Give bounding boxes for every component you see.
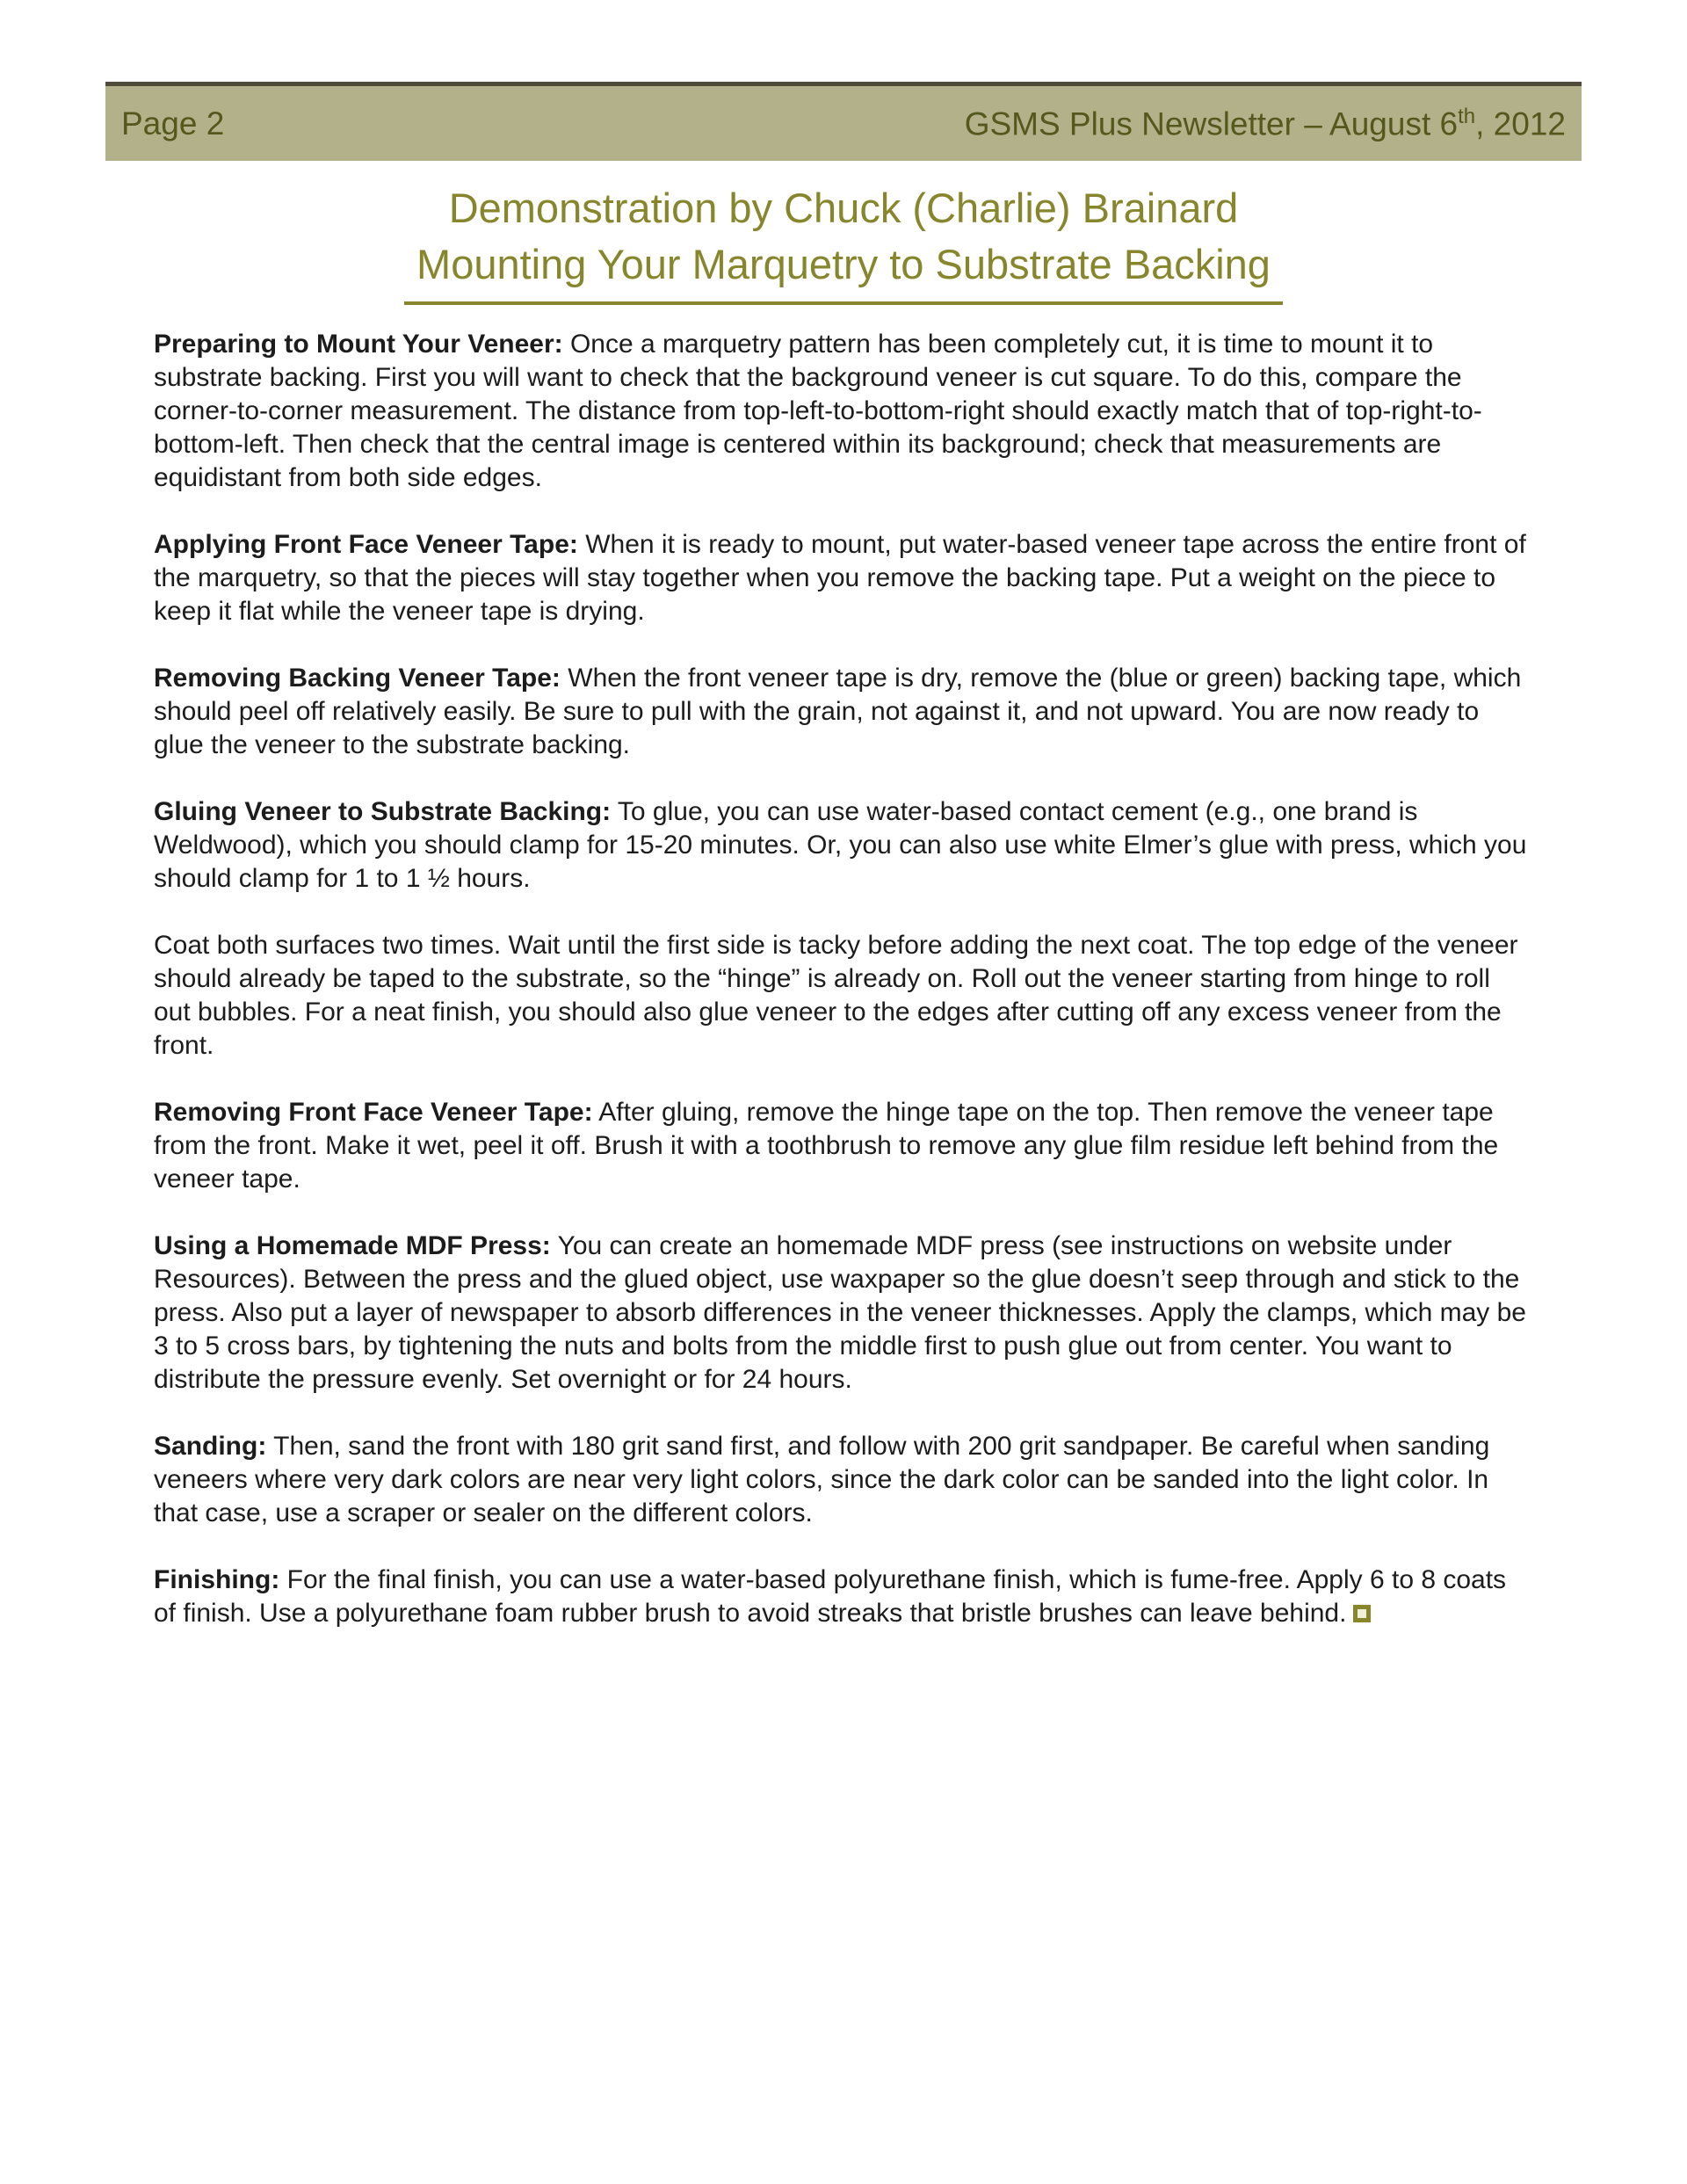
newsletter-title-prefix: GSMS Plus Newsletter – August 6 [964,105,1459,142]
paragraph-lead: Preparing to Mount Your Veneer: [154,330,563,359]
article-title-line2: Mounting Your Marquetry to Substrate Backing [404,236,1283,305]
paragraph-lead: Gluing Veneer to Substrate Backing: [154,797,612,826]
paragraph-body: When it is ready to mount, put water-based veneer tape across the entire front of the marquetry, so that the pieces will stay together when you remove the backing tape. Put a weight on the piece to keep it flat while the veneer tape is drying. [154,530,1526,626]
article-body [154,328,1533,1630]
date-ordinal-superscript: th [1458,104,1476,128]
paragraph-finishing [154,1564,1533,1630]
paragraph-lead: Sanding: [154,1432,267,1461]
article-title-line2-row [0,236,1687,305]
article-end-square-icon [1353,1605,1371,1622]
article-title-line1: Demonstration by Chuck (Charlie) Brainard [448,185,1239,231]
paragraph-lead: Removing Backing Veneer Tape: [154,664,561,693]
paragraph-body: Then, sand the front with 180 grit sand first, and follow with 200 grit sandpaper. Be careful when sanding veneers where very dark colors are near very light colors, since the dark color can be sanded into the light color. In that case, use a scraper or sealer on the different colors. [154,1432,1490,1527]
paragraph-applying-tape [154,528,1533,628]
paragraph-body: You can create an homemade MDF press (see instructions on website under Resources). Between the press and the glued object, use waxpaper so the glue doesn’t seep through and stick to the press. Also put a layer of newspaper to absorb differences in the veneer thicknesses. Apply the clamps, which may be 3 to 5 cross bars, by tightening the nuts and bolts from the middle first to push glue out from center. You want to distribute the pressure evenly. Set overnight or for 24 hours. [154,1231,1526,1394]
paragraph-lead: Using a Homemade MDF Press: [154,1231,551,1260]
paragraph-removing-backing-tape [154,662,1533,762]
paragraph-lead: Finishing: [154,1565,280,1594]
newsletter-title-date [965,105,1566,142]
paragraph-sanding [154,1430,1533,1530]
newsletter-title-suffix: , 2012 [1475,105,1566,142]
paragraph-lead: Applying Front Face Veneer Tape: [154,530,578,559]
paragraph-body: For the final finish, you can use a water-based polyurethane finish, which is fume-free. Apply 6 to 8 coats of finish. Use a polyurethane foam rubber brush to avoid streaks that bristle brushes can leave behind. [154,1565,1507,1628]
page-header-bar [105,82,1582,161]
paragraph-coating [154,929,1533,1063]
article-title [0,180,1687,305]
paragraph-gluing [154,795,1533,896]
paragraph-lead: Removing Front Face Veneer Tape: [154,1098,593,1127]
paragraph-removing-front-tape [154,1096,1533,1196]
paragraph-body: When the front veneer tape is dry, remove the (blue or green) backing tape, which should peel off relatively easily. Be sure to pull with the grain, not against it, and not upward. You are now ready to glue the veneer to the substrate backing. [154,664,1522,759]
page-number-label: Page 2 [121,105,225,141]
paragraph-body: Coat both surfaces two times. Wait until the first side is tacky before adding the next coat. The top edge of the veneer should already be taped to the substrate, so the “hinge” is already on. Roll out the veneer starting from hinge to roll out bubbles. For a neat finish, you should also glue veneer to the edges after cutting off any excess veneer from the front. [154,931,1518,1060]
paragraph-body: To glue, you can use water-based contact cement (e.g., one brand is Weldwood), which you should clamp for 15-20 minutes. Or, you can also use white Elmer’s glue with press, which you should clamp for 1 to 1 ½ hours. [154,797,1527,893]
paragraph-body: After gluing, remove the hinge tape on the top. Then remove the veneer tape from the front. Make it wet, peel it off. Brush it with a toothbrush to remove any glue film residue left behind from the veneer tape. [154,1098,1499,1194]
paragraph-mdf-press [154,1230,1533,1397]
paragraph-preparing [154,328,1533,495]
paragraph-body: Once a marquetry pattern has been completely cut, it is time to mount it to substrate backing. First you will want to check that the background veneer is cut square. To do this, compare the corner-to-corner measurement. The distance from top-left-to-bottom-right should exactly match that of top-right-to-bottom-left. Then check that the central image is centered within its background; check that measurements are equidistant from both side edges. [154,330,1482,492]
